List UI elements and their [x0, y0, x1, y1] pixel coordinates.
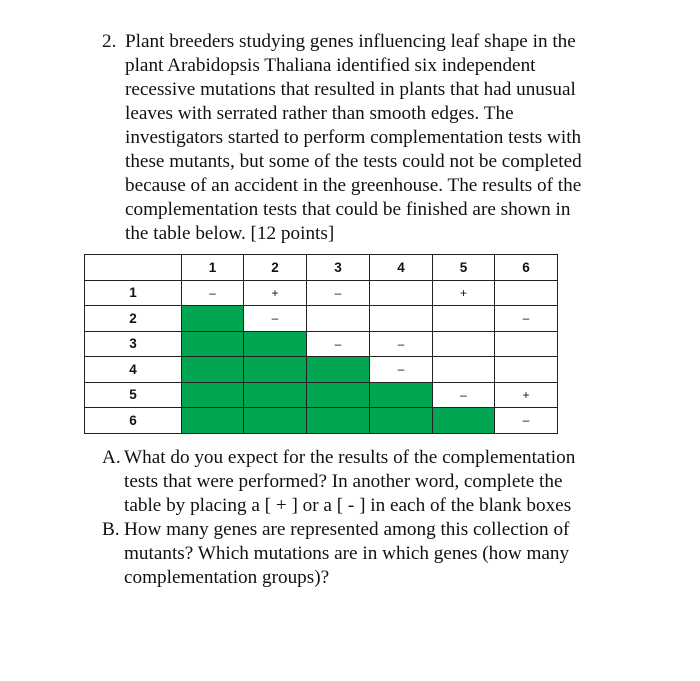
result-cell: – [370, 357, 433, 383]
result-cell [307, 306, 370, 332]
result-cell [495, 357, 558, 383]
problem-line: complementation tests that could be finished are shown in [125, 199, 571, 220]
shaded-cell [244, 357, 307, 383]
question-b [102, 518, 632, 590]
row-header: 3 [85, 331, 182, 357]
problem-line: because of an accident in the greenhouse. The results of the [125, 175, 582, 196]
complementation-table-body [85, 255, 558, 434]
problem-line: recessive mutations that resulted in plants that had unusual [125, 79, 576, 100]
shaded-cell [244, 382, 307, 408]
question-a [102, 446, 632, 518]
problem-line: these mutants, but some of the tests could not be completed [125, 151, 582, 172]
problem-line: the table below. [12 points] [125, 223, 335, 244]
question-line: tests that were performed? In another word, complete the [124, 471, 563, 492]
problem-line: investigators started to perform complementation tests with [125, 127, 582, 148]
row-header: 2 [85, 306, 182, 332]
problem-statement [102, 30, 622, 246]
question-line: complementation groups)? [124, 567, 330, 588]
result-cell: – [495, 306, 558, 332]
column-header: 2 [244, 255, 307, 281]
corner-cell [85, 255, 182, 281]
result-cell: – [307, 280, 370, 306]
column-header: 5 [433, 255, 495, 281]
column-header: 1 [182, 255, 244, 281]
shaded-cell [182, 382, 244, 408]
shaded-cell [244, 331, 307, 357]
problem-number: 2. [102, 31, 117, 52]
column-header: 3 [307, 255, 370, 281]
shaded-cell [370, 382, 433, 408]
question-line: How many genes are represented among this collection of [124, 519, 570, 540]
result-cell [433, 306, 495, 332]
question-line: table by placing a [ + ] or a [ - ] in each of the blank boxes [124, 495, 572, 516]
shaded-cell [182, 408, 244, 434]
questions [102, 446, 632, 590]
header-row [85, 255, 558, 281]
result-cell: – [370, 331, 433, 357]
result-cell [433, 357, 495, 383]
problem-text [125, 30, 622, 246]
result-cell [433, 331, 495, 357]
shaded-cell [307, 357, 370, 383]
shaded-cell [182, 357, 244, 383]
result-cell: + [495, 382, 558, 408]
result-cell: – [307, 331, 370, 357]
result-cell [370, 280, 433, 306]
column-header: 6 [495, 255, 558, 281]
result-cell [495, 280, 558, 306]
question-line: mutants? Which mutations are in which genes (how many [124, 543, 570, 564]
table-row [85, 280, 558, 306]
result-cell: – [182, 280, 244, 306]
result-cell: + [433, 280, 495, 306]
result-cell [495, 331, 558, 357]
result-cell: – [244, 306, 307, 332]
result-cell: – [433, 382, 495, 408]
shaded-cell [307, 408, 370, 434]
row-header: 4 [85, 357, 182, 383]
question-label: A. [102, 447, 121, 468]
table-row [85, 357, 558, 383]
shaded-cell [370, 408, 433, 434]
problem-line: plant Arabidopsis Thaliana identified six independent [125, 55, 536, 76]
table-row [85, 382, 558, 408]
question-label: B. [102, 519, 120, 540]
shaded-cell [307, 382, 370, 408]
column-header: 4 [370, 255, 433, 281]
problem-line: leaves with serrated rather than smooth edges. The [125, 103, 514, 124]
row-header: 6 [85, 408, 182, 434]
result-cell: + [244, 280, 307, 306]
complementation-table [84, 254, 558, 434]
result-cell [370, 306, 433, 332]
row-header: 5 [85, 382, 182, 408]
shaded-cell [433, 408, 495, 434]
row-header: 1 [85, 280, 182, 306]
problem-line: Plant breeders studying genes influencing leaf shape in the [125, 31, 576, 52]
table-row [85, 408, 558, 434]
shaded-cell [182, 306, 244, 332]
table-row [85, 331, 558, 357]
shaded-cell [182, 331, 244, 357]
result-cell: – [495, 408, 558, 434]
question-line: What do you expect for the results of the complementation [124, 447, 576, 468]
table-row [85, 306, 558, 332]
shaded-cell [244, 408, 307, 434]
